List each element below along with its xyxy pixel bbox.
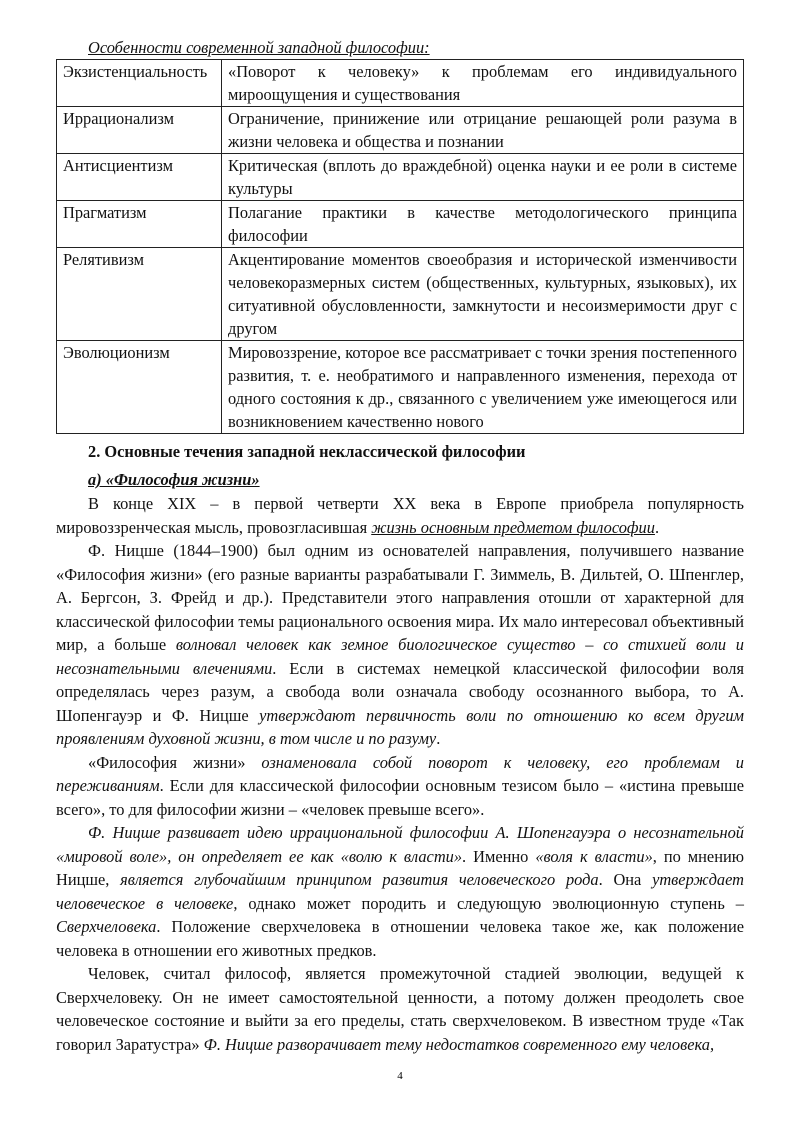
term-cell: Иррационализм: [57, 107, 222, 154]
definition-cell: Полагание практики в качестве методологического принципа философии: [222, 201, 744, 248]
table-caption: Особенности современной западной философии:: [88, 38, 430, 57]
table-row: [57, 248, 744, 341]
table-row: [57, 341, 744, 434]
definition-cell: «Поворот к человеку» к проблемам его индивидуального мироощущения и существования: [222, 60, 744, 107]
section-title: 2. Основные течения западной неклассической философии: [88, 442, 526, 461]
paragraph-2: Ф. Ницше (1844–1900) был одним из основателей направления, получившего название «Философия жизни» (его разные варианты разрабатывали Г. Зиммель, В. Дильтей, О. Шпенглер, А. Бергсон, З. Фрейд и др.). Представители этого направления отошли от характерной для классической философии темы рационального освоения мира. Их мало интересовал объективный мир, а больше волновал человек как земное биологическое существо – со стихией воли и несознательными влечениями. Если в системах немецкой классической философии воля определялась через разум, а свобода воли означала свободу осознанного выбора, то А. Шопенгауэр и Ф. Ницше утверждают первичность воли по отношению ко всем другим проявлениям духовной жизни, в том числе и по разуму.: [56, 541, 745, 748]
definition-cell: Ограничение, принижение или отрицание решающей роли разума в жизни человека и общества и познании: [222, 107, 744, 154]
term-cell: Экзистенциальность: [57, 60, 222, 107]
term-cell: Прагматизм: [57, 201, 222, 248]
paragraph-4: Ф. Ницше развивает идею иррациональной философии А. Шопенгауэра о несознательной «мировой воле», он определяет ее как «волю к власти». Именно «воля к власти», по мнению Ницше, является глубочайшим принципом развития человеческого рода. Она утверждает человеческое в человеке, однако может породить и следующую эволюционную ступень – Сверхчеловека. Положение сверхчеловека в отношении человека такое же, как положение человека в отношении его животных предков.: [56, 823, 744, 960]
features-table: [56, 59, 744, 434]
definition-cell: Критическая (вплоть до враждебной) оценка науки и ее роли в системе культуры: [222, 154, 744, 201]
page-number: 4: [397, 1070, 403, 1082]
table-row: [57, 107, 744, 154]
term-cell: Антисциентизм: [57, 154, 222, 201]
document-page: [56, 36, 744, 1056]
term-cell: Эволюционизм: [57, 341, 222, 434]
paragraph-1: В конце XIX – в первой четверти XX века в Европе приобрела популярность мировоззренческая мысль, провозгласившая жизнь основным предметом философии.: [56, 494, 744, 537]
table-row: [57, 201, 744, 248]
paragraph-3: «Философия жизни» ознаменовала собой поворот к человеку, его проблемам и переживаниям. Если для классической философии основным тезисом было – «истина превыше всего», то для философии жизни – «человек превыше всего».: [56, 752, 744, 819]
paragraph-5: Человек, считал философ, является промежуточной стадией эволюции, ведущей к Сверхчеловеку. Он не имеет самостоятельной ценности, а потому должен преодолеть свое человеческое состояние и выйти за его пределы, стать сверхчеловеком. В известном труде «Так говорил Заратустра» Ф. Ницше разворачивает тему недостатков современного ему человека,: [56, 964, 744, 1054]
definition-cell: Акцентирование моментов своеобразия и исторической изменчивости человекоразмерных систем (общественных, культурных, языковых), их ситуативной обусловленности, замкнутости и несоизмеримости друг с другом: [222, 248, 744, 341]
table-row: [57, 60, 744, 107]
term-cell: Релятивизм: [57, 248, 222, 341]
table-row: [57, 154, 744, 201]
subsection-title: а) «Философия жизни»: [88, 470, 260, 489]
definition-cell: Мировоззрение, которое все рассматривает с точки зрения постепенного развития, т. е. необратимого и направленного изменения, перехода от одного состояния к др., связанного с увеличением уже имеющегося или возникновением качественно нового: [222, 341, 744, 434]
